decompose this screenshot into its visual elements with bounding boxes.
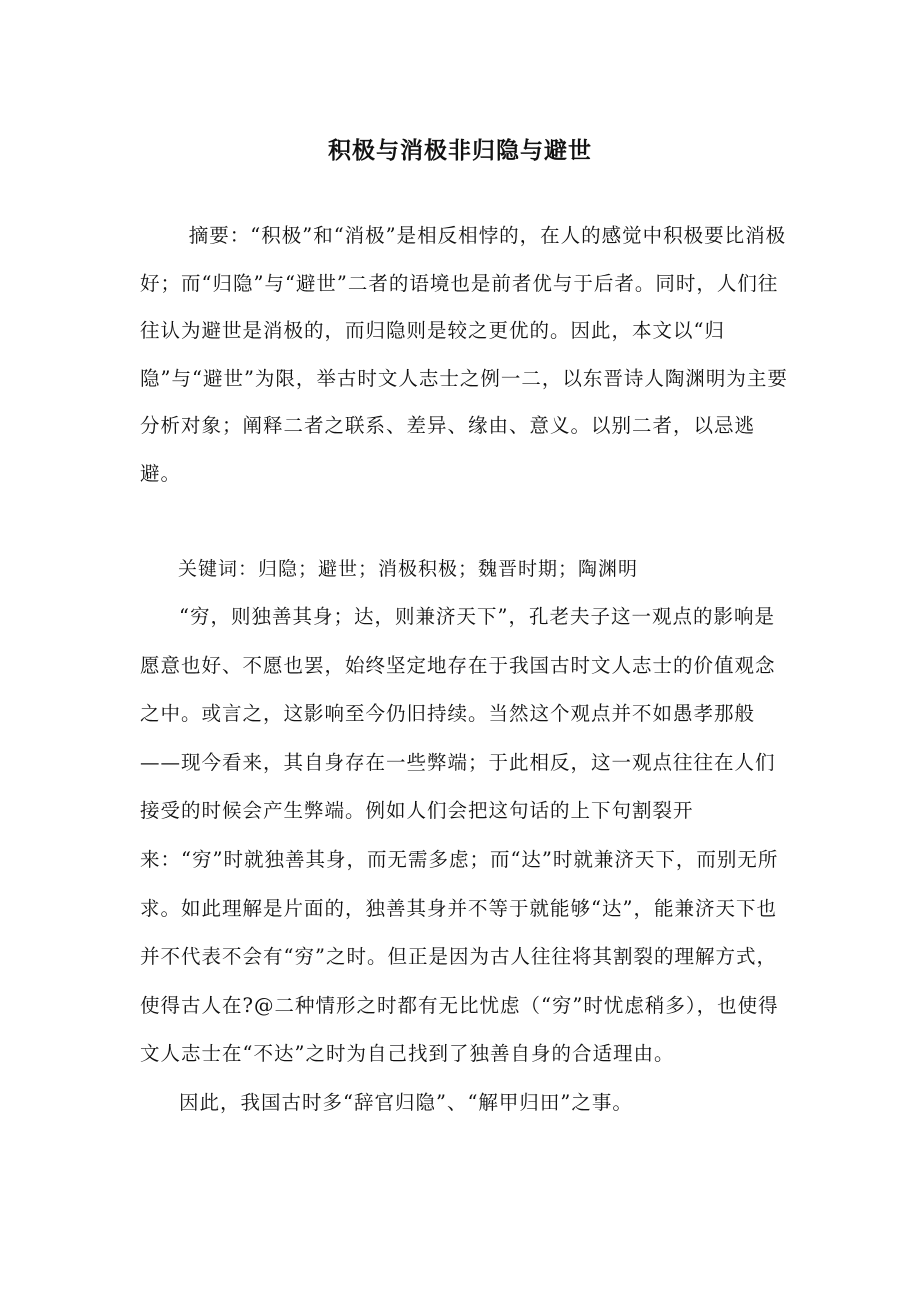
keywords-line: 关键词：归隐；避世；消极积极；魏晋时期；陶渊明 bbox=[178, 558, 639, 580]
body-paragraph-2: 因此，我国古时多“辞官归隐”、“解甲归田”之事。 bbox=[179, 1090, 633, 1114]
keywords-section bbox=[140, 546, 795, 593]
document-title: 积极与消极非归隐与避世 bbox=[328, 137, 592, 165]
abstract-section bbox=[140, 212, 795, 497]
body-section bbox=[140, 593, 795, 1128]
abstract-paragraph: 摘要：“积极”和“消极”是相反相悖的，在人的感觉中积极要比消极好；而“归隐”与“避世”二者的语境也是前者优与于后者。同时，人们往往认为避世是消极的，而归隐则是较之更优的。因此，本文以“归隐”与“避世”为限，举古时文人志士之例一二，以东晋诗人陶渊明为主要分析对象；阐释二者之联系、差异、缘由、意义。以别二者，以忌逃避。 bbox=[140, 224, 788, 485]
body-paragraph-1: “穷，则独善其身；达，则兼济天下”，孔老夫子这一观点的影响是愿意也好、不愿也罢，始终坚定地存在于我国古时文人志士的价值观念之中。或言之，这影响至今仍旧持续。当然这个观点并不如愚孝那般——现今看来，其自身存在一些弊端；于此相反，这一观点往往在人们接受的时候会产生弊端。例如人们会把这句话的上下句割裂开来：“穷”时就独善其身，而无需多虑；而“达”时就兼济天下，而别无所求。如此理解是片面的，独善其身并不等于就能够“达”，能兼济天下也并不代表不会有“穷”之时。但正是因为古人往往将其割裂的理解方式，使得古人在?@二种情形之时都有无比忧虑（“穷”时忧虑稍多），也使得文人志士在“不达”之时为自己找到了独善自身的合适理由。 bbox=[140, 605, 779, 1066]
